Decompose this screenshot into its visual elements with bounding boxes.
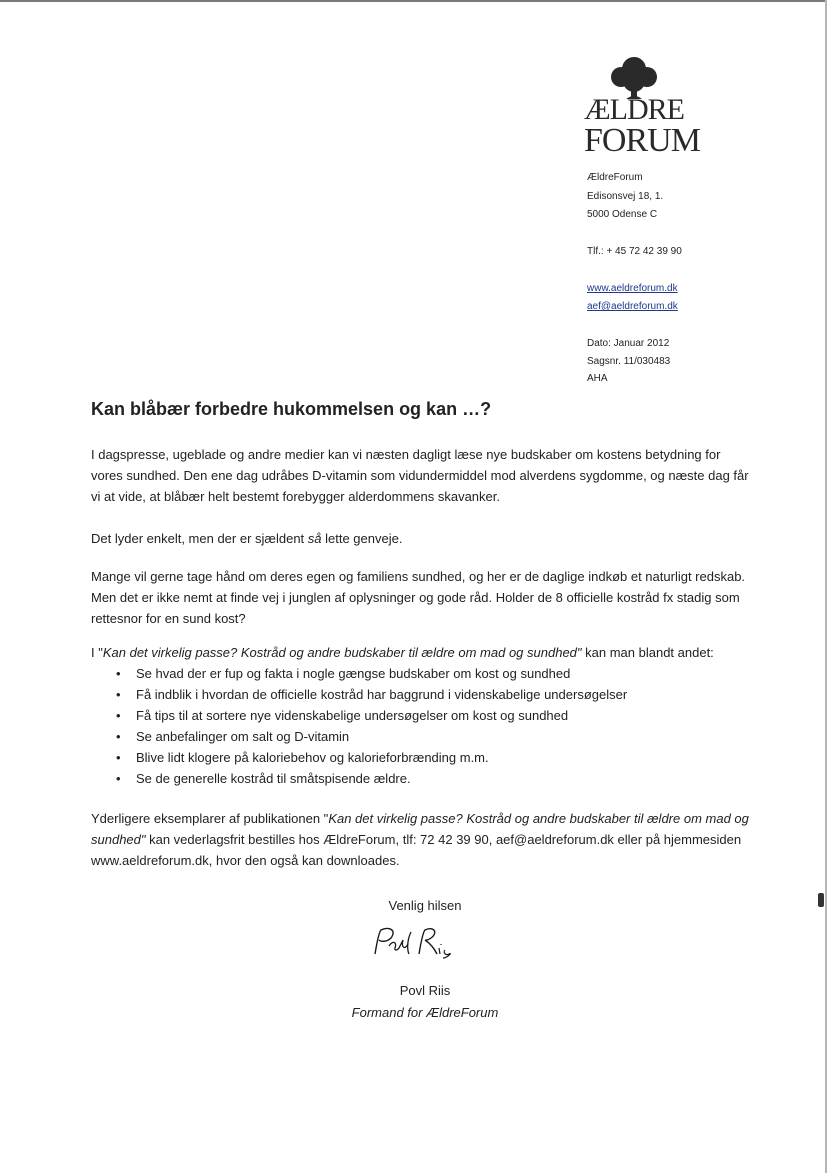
page-edge: [0, 0, 827, 2]
case-number: Sagsnr. 11/030483: [587, 356, 671, 367]
signer-role: Formand for ÆldreForum: [351, 1005, 499, 1020]
logo-text-line1: ÆLDRE: [584, 93, 684, 126]
text-emphasis: så: [307, 531, 322, 546]
website-link[interactable]: www.aeldreforum.dk: [587, 283, 678, 294]
publication-title: Kan det virkelig passe? Kostråd og andre budskaber til ældre om mad og sundhed": [91, 811, 749, 847]
list-item: • Se hvad der er fup og fakta i nogle gængse budskaber om kost og sundhed: [91, 663, 751, 684]
list-item: • Se anbefalinger om salt og D-vitamin: [91, 726, 751, 747]
paragraph-publication-intro: [91, 642, 751, 663]
text-run: Yderligere eksemplarer af publikationen ": [91, 811, 329, 826]
address-website: [587, 284, 678, 294]
list-item: • Se de generelle kostråd til småtspisende ældre.: [91, 768, 751, 789]
address-city: 5000 Odense C: [587, 209, 658, 220]
address-phone: Tlf.: + 45 72 42 39 90: [587, 246, 682, 257]
signer-name: Povl Riis: [399, 983, 451, 998]
paragraph-shortcuts: [91, 528, 751, 549]
paragraph-health: Mange vil gerne tage hånd om deres egen og familiens sundhed, og her er de daglige indkøb et naturligt redskab. Men det er ikke nemt at finde vej i junglen af oplysninger og gode råd. Holder de 8 officielle kostråd fx stadig som rettesnor for en sund kost?: [91, 569, 746, 626]
publication-title: Kan det virkelig passe? Kostråd og andre budskaber til ældre om mad og sundhed": [102, 645, 582, 660]
logo-text-line2: FORUM: [584, 122, 700, 159]
list-item: • Få tips til at sortere nye videnskabelige undersøgelser om kost og sundhed: [91, 705, 751, 726]
list-item: • Blive lidt klogere på kaloriebehov og kalorieforbrænding m.m.: [91, 747, 751, 768]
list-item: • Få indblik i hvordan de officielle kostråd har baggrund i videnskabelige undersøgelser: [91, 684, 751, 705]
scan-mark: [818, 893, 824, 907]
address-org: ÆldreForum: [587, 172, 643, 183]
text-run: kan man blandt andet:: [581, 645, 714, 660]
closing-greeting: Venlig hilsen: [388, 898, 462, 913]
aeldreforum-logo: [584, 55, 714, 160]
bullet-list: [91, 663, 751, 789]
address-street: Edisonsvej 18, 1.: [587, 191, 664, 202]
paragraph-intro: I dagspresse, ugeblade og andre medier kan vi næsten dagligt læse nye budskaber om kostens betydning for vores sundhed. Den ene dag udråbes D-vitamin som vidundermiddel mod alverdens sygdomme, og næste dag får vi at vide, at blåbær helt bestemt forebygger alderdommens skavanker.: [91, 447, 749, 504]
initials: AHA: [587, 373, 608, 384]
text-run: I ": [91, 645, 103, 660]
email-link[interactable]: aef@aeldreforum.dk: [587, 301, 678, 312]
text-run: kan vederlagsfrit bestilles hos ÆldreForum, tlf: 72 42 39 90, aef@aeldreforum.dk eller på hjemmesiden www.aeldreforum.dk, hvor den også kan downloades.: [91, 832, 742, 868]
text-run: Det lyder enkelt, men der er sjældent: [91, 531, 308, 546]
address-email: [587, 302, 678, 312]
text-run: lette genveje.: [321, 531, 403, 546]
letter-date: Dato: Januar 2012: [587, 338, 670, 349]
letter-title: Kan blåbær forbedre hukommelsen og kan …?: [91, 399, 492, 419]
signature: [367, 924, 457, 964]
paragraph-ordering: [91, 808, 751, 871]
